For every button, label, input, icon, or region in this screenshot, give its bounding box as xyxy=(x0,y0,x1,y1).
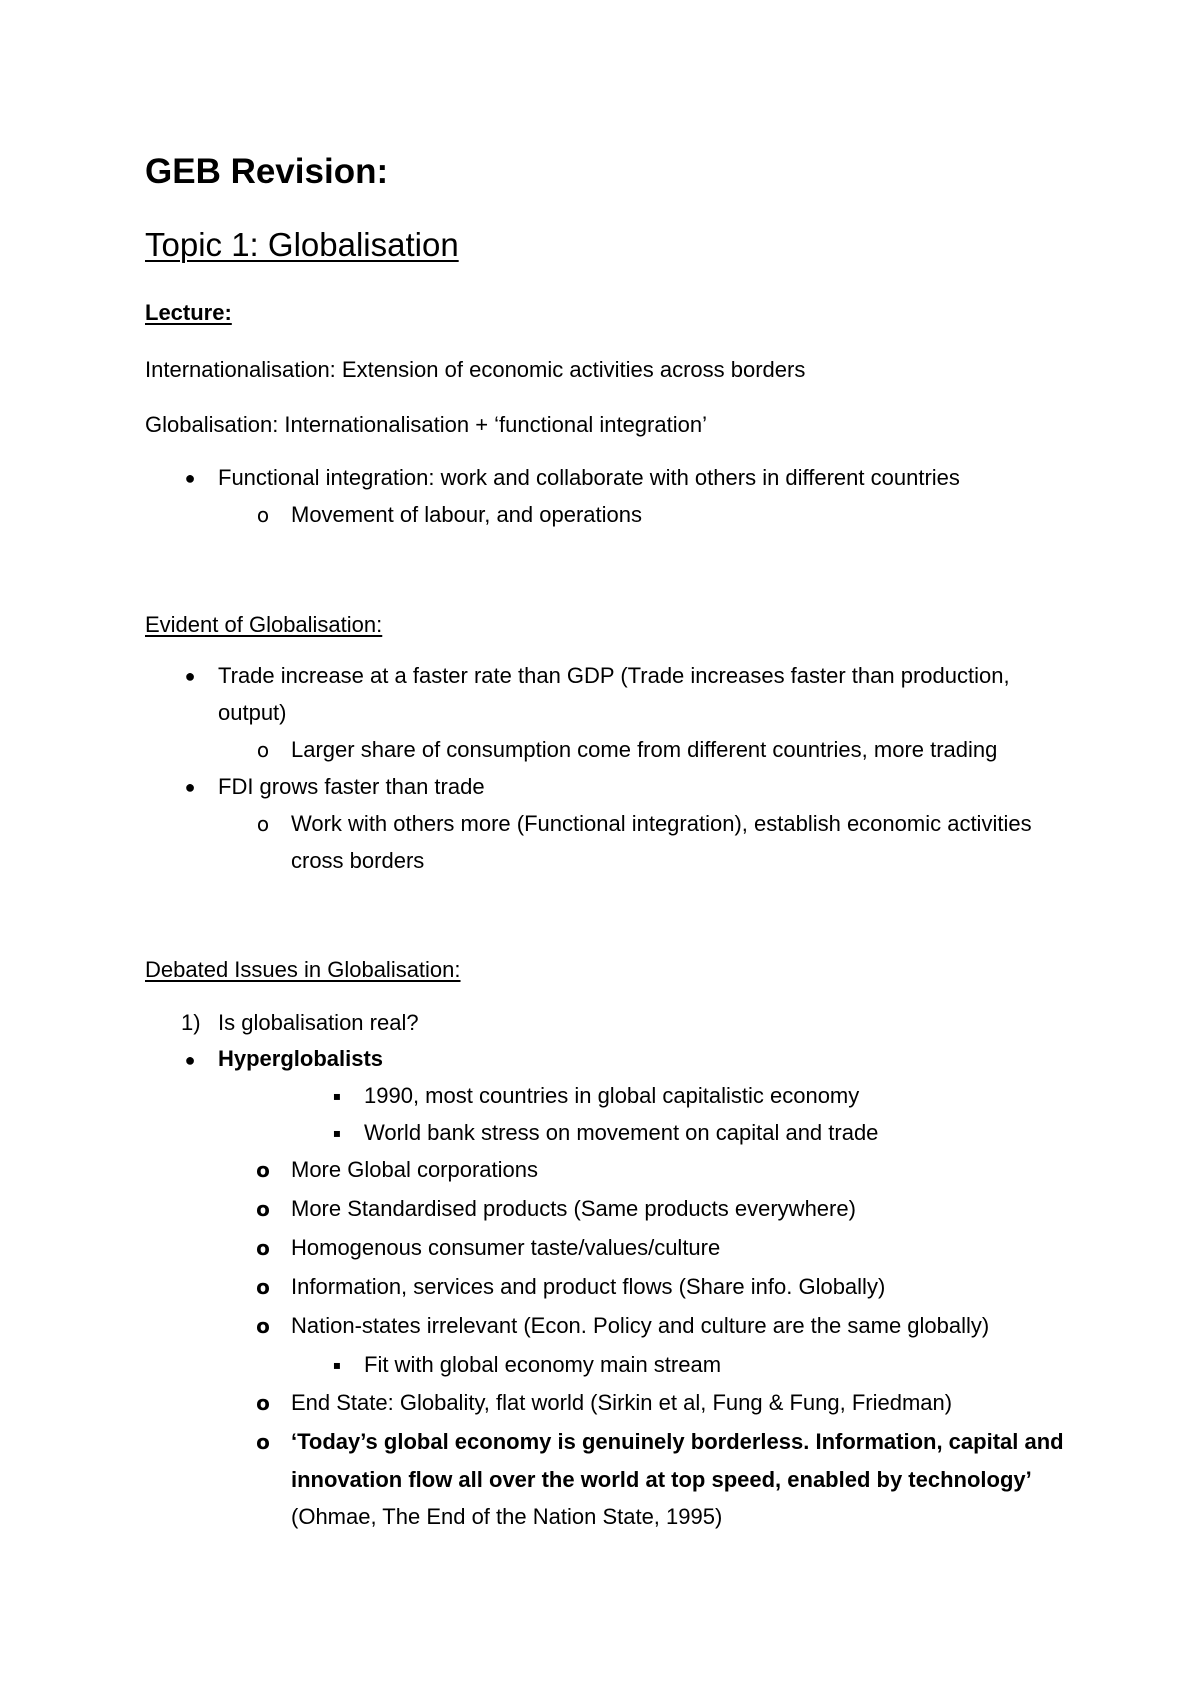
list-item-text: Fit with global economy main stream xyxy=(364,1352,722,1377)
list-number: 1) xyxy=(181,1010,201,1035)
bullet-icon: ● xyxy=(184,666,196,686)
square-bullet-icon: ▪ xyxy=(332,1358,342,1372)
list-item-text: Trade increase at a faster rate than GDP (Trade increases faster than production, xyxy=(218,663,1010,688)
list-item-text: Hyperglobalists xyxy=(218,1046,384,1071)
list-item-text: Is globalisation real? xyxy=(218,1010,419,1035)
section-heading-evident: Evident of Globalisation: xyxy=(145,612,383,637)
list-item-text-continued: output) xyxy=(218,700,287,725)
topic-title: Topic 1: Globalisation xyxy=(145,226,459,263)
list-item-text: Functional integration: work and collaborate with others in different countries xyxy=(218,465,960,490)
square-bullet-icon: ▪ xyxy=(332,1126,342,1140)
circle-bullet-icon: o xyxy=(256,1391,270,1415)
list-item-text: More Standardised products (Same products everywhere) xyxy=(291,1196,856,1221)
circle-bullet-icon: o xyxy=(256,1236,270,1260)
list-item-text: Work with others more (Functional integration), establish economic activities xyxy=(291,811,1032,836)
square-bullet-icon: ▪ xyxy=(332,1089,342,1103)
quote-source: (Ohmae, The End of the Nation State, 1995) xyxy=(291,1504,723,1529)
list-item-text: Homogenous consumer taste/values/culture xyxy=(291,1235,721,1260)
list-item-text: World bank stress on movement on capital and trade xyxy=(364,1120,879,1145)
quote-text: ‘Today’s global economy is genuinely borderless. Information, capital and xyxy=(291,1429,1064,1454)
list-item-text: FDI grows faster than trade xyxy=(218,774,485,799)
bullet-icon: ● xyxy=(184,468,196,488)
section-heading-debated: Debated Issues in Globalisation: xyxy=(145,957,461,982)
definition-globalisation: Globalisation: Internationalisation + ‘functional integration’ xyxy=(145,412,707,437)
bullet-icon: ● xyxy=(184,777,196,797)
list-item-text: More Global corporations xyxy=(291,1157,539,1182)
lecture-label: Lecture: xyxy=(145,300,232,325)
list-item-text: Larger share of consumption come from different countries, more trading xyxy=(291,737,998,762)
circle-bullet-icon: o xyxy=(256,1158,270,1182)
circle-bullet-icon: o xyxy=(256,1430,270,1454)
list-item-text: 1990, most countries in global capitalistic economy xyxy=(364,1083,860,1108)
definition-internationalisation: Internationalisation: Extension of economic activities across borders xyxy=(145,357,806,382)
list-item-text: End State: Globality, flat world (Sirkin et al, Fung & Fung, Friedman) xyxy=(291,1390,953,1415)
circle-bullet-icon: o xyxy=(256,1197,270,1221)
document-title: GEB Revision: xyxy=(145,152,389,191)
list-item-text-continued: cross borders xyxy=(291,848,425,873)
list-item-text: Information, services and product flows (Share info. Globally) xyxy=(291,1274,886,1299)
circle-bullet-icon: o xyxy=(256,1275,270,1299)
circle-bullet-icon: o xyxy=(256,812,270,836)
circle-bullet-icon: o xyxy=(256,503,270,527)
list-item-text: Movement of labour, and operations xyxy=(291,502,643,527)
list-item-text: Nation-states irrelevant (Econ. Policy and culture are the same globally) xyxy=(291,1313,990,1338)
quote-text-continued: innovation flow all over the world at top speed, enabled by technology’ xyxy=(291,1467,1032,1492)
circle-bullet-icon: o xyxy=(256,738,270,762)
circle-bullet-icon: o xyxy=(256,1314,270,1338)
bullet-icon: ● xyxy=(184,1050,196,1070)
